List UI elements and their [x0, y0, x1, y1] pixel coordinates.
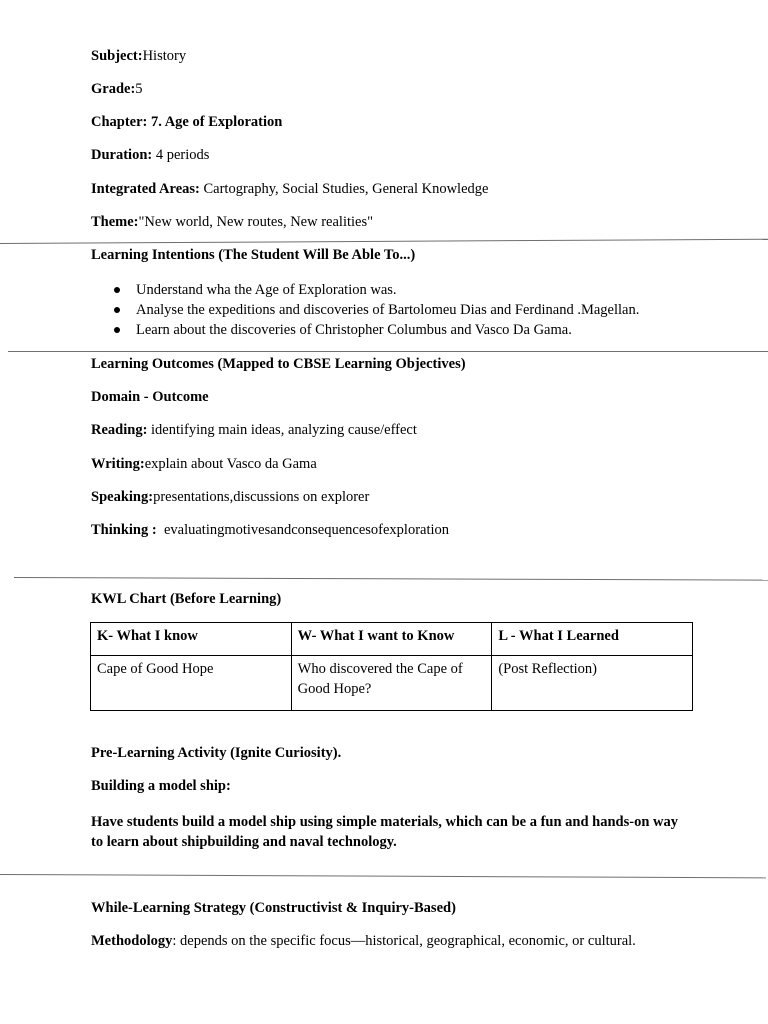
list-item-text: Understand wha the Age of Exploration was. — [136, 282, 397, 298]
thinking-line — [91, 521, 449, 539]
grade-label: Grade: — [91, 81, 136, 97]
learning-intentions-heading — [91, 246, 415, 264]
theme-line — [91, 213, 373, 231]
duration-label: Duration: — [91, 147, 153, 163]
pre-learning-heading — [91, 744, 341, 762]
domain-outcome-heading — [91, 388, 209, 406]
integrated-areas-value: Cartography, Social Studies, General Knowledge — [199, 181, 489, 197]
kwl-header-k: K- What I know — [91, 623, 292, 656]
subject-value: History — [142, 48, 187, 64]
list-item — [112, 281, 639, 301]
while-learning-heading — [91, 899, 456, 917]
learning-intentions-list — [112, 281, 639, 341]
grade-value: 5 — [135, 81, 143, 97]
list-item — [112, 321, 639, 341]
reading-label: Reading: — [91, 422, 148, 438]
learning-outcomes-heading — [91, 355, 466, 373]
model-ship-heading-text: Building a model ship: — [91, 778, 231, 794]
list-item — [112, 301, 639, 321]
divider — [14, 577, 768, 581]
duration-line — [91, 146, 209, 164]
methodology-label: Methodology — [91, 933, 173, 949]
speaking-label: Speaking: — [91, 489, 154, 505]
kwl-header-w: W- What I want to Know — [291, 623, 492, 656]
reading-line — [91, 421, 417, 439]
while-learning-heading-text: While-Learning Strategy (Constructivist & Inquiry-Based) — [91, 900, 456, 916]
list-item-text: Learn about the discoveries of Christopher Columbus and Vasco Da Gama. — [136, 322, 572, 338]
methodology-line — [91, 932, 636, 950]
model-ship-heading — [91, 777, 231, 795]
table-row — [91, 656, 693, 711]
reading-value: identifying main ideas, analyzing cause/effect — [147, 422, 417, 438]
writing-line — [91, 455, 317, 473]
thinking-value: evaluatingmotivesandconsequencesofexploration — [156, 522, 450, 538]
subject-line — [91, 47, 186, 65]
bullet-icon — [114, 287, 120, 293]
kwl-heading — [91, 590, 281, 608]
grade-line — [91, 80, 143, 98]
learning-intentions-heading-text: Learning Intentions (The Student Will Be Able To...) — [91, 247, 416, 263]
speaking-value: presentations,discussions on explorer — [153, 489, 370, 505]
divider — [0, 874, 766, 878]
thinking-label: Thinking : — [91, 522, 157, 538]
chapter-title: Chapter: 7. Age of Exploration — [91, 114, 283, 130]
table-header-row — [91, 623, 693, 656]
methodology-value: : depends on the specific focus—historical, geographical, economic, or cultural. — [172, 933, 636, 949]
kwl-cell-w: Who discovered the Cape of Good Hope? — [291, 656, 492, 711]
theme-value: "New world, New routes, New realities" — [138, 214, 374, 230]
writing-label: Writing: — [91, 456, 145, 472]
domain-outcome-heading-text: Domain - Outcome — [91, 389, 209, 405]
kwl-cell-l: (Post Reflection) — [492, 656, 693, 711]
divider — [0, 239, 768, 244]
pre-learning-heading-text: Pre-Learning Activity (Ignite Curiosity). — [91, 745, 342, 761]
pre-learning-body: Have students build a model ship using simple materials, which can be a fun and hands-on way to learn about shipbuilding and naval technology. — [91, 814, 678, 850]
kwl-cell-k: Cape of Good Hope — [91, 656, 292, 711]
speaking-line — [91, 488, 369, 506]
integrated-areas-label: Integrated Areas: — [91, 181, 200, 197]
duration-value: 4 periods — [152, 147, 210, 163]
writing-value: explain about Vasco da Gama — [144, 456, 317, 472]
theme-label: Theme: — [91, 214, 139, 230]
kwl-table — [90, 622, 693, 711]
learning-outcomes-heading-text: Learning Outcomes (Mapped to CBSE Learning Objectives) — [91, 356, 466, 372]
bullet-icon — [114, 327, 120, 333]
list-item-text: Analyse the expeditions and discoveries of Bartolomeu Dias and Ferdinand .Magellan. — [136, 302, 640, 318]
kwl-heading-text: KWL Chart (Before Learning) — [91, 591, 282, 607]
bullet-icon — [114, 307, 120, 313]
subject-label: Subject: — [91, 48, 143, 64]
kwl-header-l: L - What I Learned — [492, 623, 693, 656]
integrated-areas-line — [91, 180, 488, 198]
divider — [8, 351, 768, 352]
chapter-line — [91, 113, 282, 131]
